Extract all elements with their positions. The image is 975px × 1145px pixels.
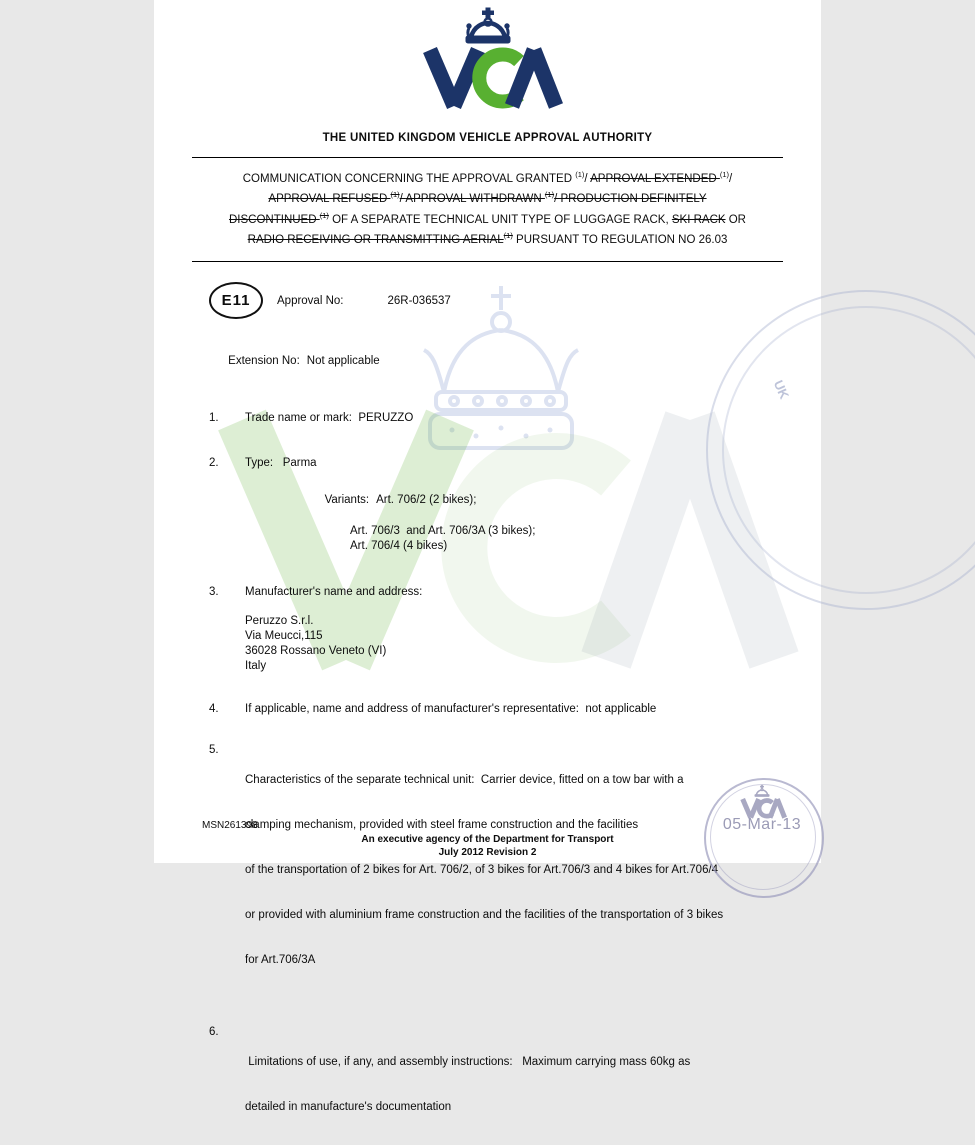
item-text: If applicable, name and address of manufacturer's representative: not applicable xyxy=(245,702,657,715)
certificate-page xyxy=(154,0,821,1113)
e11-badge xyxy=(209,282,263,319)
item-text xyxy=(245,1025,795,1145)
manufacturer-address xyxy=(245,614,821,674)
item-manufacturer xyxy=(209,585,795,600)
text-line: for Art.706/3A xyxy=(245,953,316,966)
communication-paragraph: COMMUNICATION CONCERNING THE APPROVAL GRANTED $^{(1)}$/ APPROVAL EXTENDED $^{(1)}$/ APPROVAL REFUSED $^{(1)}$/ APPROVAL WITHDRAWN $^{(1)}$/ PRODUCTION DEFINITELY DISCONTINUED $^{(1)}$ OF A SEPARATE TECHNICAL UNIT TYPE OF LUGGAGE RACK, SKI RACK OR RADIO RECEIVING OR TRANSMITTING AERIAL$^{(1)}$ PURSUANT TO REGULATION NO 26.03 xyxy=(229,170,746,246)
text-line: Limitations of use, if any, and assembly instructions: Maximum carrying mass 60kg as xyxy=(245,1055,691,1068)
revision-line: July 2012 Revision 2 xyxy=(438,847,537,858)
item-number: 6. xyxy=(209,1025,219,1038)
approval-no-label: Approval No: xyxy=(277,294,344,307)
footer-center xyxy=(154,833,821,859)
item-number: 3. xyxy=(209,585,219,598)
address-line: Italy xyxy=(245,659,267,672)
item-characteristics xyxy=(209,743,795,998)
text-line: of the transportation of 2 bikes for Art. 706/2, of 3 bikes for Art.706/3 and 4 bikes for Art.706/4 xyxy=(245,863,719,876)
agency-line: An executive agency of the Department for Transport xyxy=(361,834,614,845)
vca-logo xyxy=(413,8,563,113)
address-line: 36028 Rossano Veneto (VI) xyxy=(245,644,387,657)
item-text xyxy=(245,743,795,998)
e11-mark: E11 xyxy=(221,292,251,310)
item-type xyxy=(209,456,795,471)
item-number: 4. xyxy=(209,702,219,715)
address-line: Via Meucci,115 xyxy=(245,629,323,642)
item-number: 1. xyxy=(209,412,219,425)
variants-label: Variants: xyxy=(324,493,370,506)
extension-row xyxy=(209,343,821,379)
variants-block xyxy=(299,477,821,555)
extension-value: Not applicable xyxy=(306,355,380,368)
item-representative xyxy=(209,702,795,717)
ring-stamp-text: UK xyxy=(770,377,793,402)
variant-line: Art. 706/3 and Art. 706/3A (3 bikes); xyxy=(350,524,536,537)
item-number: 2. xyxy=(209,457,219,470)
item-text: Manufacturer's name and address: xyxy=(245,585,423,598)
item-number: 5. xyxy=(209,743,219,756)
vca-letters-icon xyxy=(430,50,556,106)
divider-bottom xyxy=(192,261,783,262)
text-line: or provided with aluminium frame construction and the facilities of the transportation of 3 bikes xyxy=(245,908,724,921)
item-limitations xyxy=(209,1025,795,1145)
crown-icon xyxy=(466,8,510,43)
reference-number: MSN261398 xyxy=(202,820,258,831)
text-line: Characteristics of the separate technical unit: Carrier device, fitted on a tow bar with a xyxy=(245,773,684,786)
authority-title: THE UNITED KINGDOM VEHICLE APPROVAL AUTHORITY xyxy=(322,132,653,144)
divider-top xyxy=(192,157,783,158)
approval-no-value: 26R-036537 xyxy=(387,294,451,307)
document-header xyxy=(154,0,821,144)
approval-row xyxy=(209,282,821,319)
variant-line xyxy=(299,477,821,524)
address-line: Peruzzo S.r.l. xyxy=(245,614,314,627)
text-line: detailed in manufacture's documentation xyxy=(245,1100,452,1113)
item-trade-name xyxy=(209,411,795,426)
variant-value: Art. 706/2 (2 bikes); xyxy=(376,493,477,506)
variant-line: Art. 706/4 (4 bikes) xyxy=(350,540,448,553)
stamp-date: 05-Mar-13 xyxy=(722,816,802,833)
item-text: Type: Parma xyxy=(245,457,317,470)
item-text: Trade name or mark: PERUZZO xyxy=(245,412,414,425)
text-line: clamping mechanism, provided with steel frame construction and the facilities xyxy=(245,818,639,831)
extension-label: Extension No: xyxy=(228,355,300,368)
